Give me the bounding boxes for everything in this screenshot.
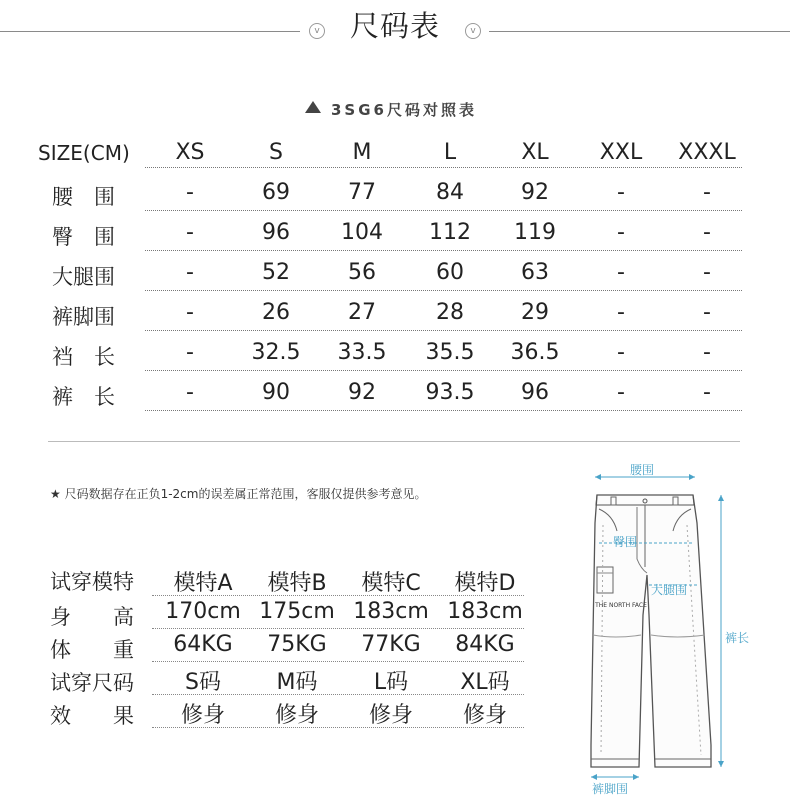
size-cell: 56	[348, 260, 376, 285]
size-cell: 32.5	[251, 340, 301, 365]
size-column-header: XL	[521, 140, 549, 165]
size-cell: -	[617, 380, 625, 405]
size-cell: 104	[341, 220, 383, 245]
row-divider	[145, 167, 742, 168]
label-hip: 臀围	[613, 535, 638, 549]
chevron-down-icon: v	[465, 23, 481, 39]
size-row-label: 裤脚围	[52, 305, 115, 329]
size-cell: -	[186, 220, 194, 245]
model-cell: M码	[276, 670, 318, 695]
row-divider	[145, 410, 742, 411]
model-cell: 84KG	[455, 632, 515, 657]
size-cell: 84	[436, 180, 464, 205]
size-cell: 119	[514, 220, 556, 245]
size-cell: -	[617, 260, 625, 285]
row-divider	[145, 250, 742, 251]
size-cell: -	[703, 300, 711, 325]
size-cell: 29	[521, 300, 549, 325]
size-cell: -	[186, 380, 194, 405]
size-column-header: XXL	[599, 140, 643, 165]
disclaimer-note: ★ 尺码数据存在正负1-2cm的误差属正常范围，客服仅提供参考意见。	[50, 487, 427, 501]
size-cell: 112	[429, 220, 471, 245]
model-cell: 修身	[274, 703, 319, 728]
brand-logo: THE NORTH FACE	[595, 602, 647, 609]
model-cell: S码	[185, 670, 221, 695]
row-divider	[145, 290, 742, 291]
size-cell: 60	[436, 260, 464, 285]
pants-diagram	[575, 455, 790, 805]
size-cell: -	[617, 180, 625, 205]
size-cell: 36.5	[510, 340, 560, 365]
size-row-label: 裤 长	[52, 385, 115, 409]
row-divider	[145, 370, 742, 371]
row-divider	[145, 210, 742, 211]
model-row-divider	[152, 595, 524, 596]
model-name: 模特B	[267, 571, 327, 596]
model-row-label: 效 果	[50, 704, 134, 728]
size-cell: 63	[521, 260, 549, 285]
model-row-divider	[152, 727, 524, 728]
model-row-label: 试穿尺码	[50, 671, 134, 695]
size-cell: -	[186, 180, 194, 205]
label-waist: 腰围	[630, 463, 655, 477]
size-cell: 52	[262, 260, 290, 285]
size-cell: -	[617, 300, 625, 325]
size-column-header: M	[352, 140, 372, 165]
model-cell: 64KG	[173, 632, 233, 657]
model-cell: 77KG	[361, 632, 421, 657]
header-rule-right	[489, 31, 790, 32]
model-name: 模特A	[173, 571, 233, 596]
size-row-label: 大腿围	[52, 265, 115, 289]
size-cell: 92	[521, 180, 549, 205]
size-table-corner: SIZE(CM)	[38, 141, 130, 165]
model-cell: XL码	[460, 670, 510, 695]
size-cell: -	[186, 260, 194, 285]
size-cell: 92	[348, 380, 376, 405]
model-header-label: 试穿模特	[50, 570, 134, 594]
chevron-down-icon: v	[309, 23, 325, 39]
model-cell: 170cm	[165, 599, 241, 624]
size-cell: 26	[262, 300, 290, 325]
model-cell: 修身	[180, 703, 225, 728]
table-subtitle: 3SG6尺码对照表	[331, 101, 477, 119]
size-cell: -	[186, 340, 194, 365]
model-cell: L码	[373, 670, 409, 695]
size-column-header: S	[269, 140, 283, 165]
size-cell: 77	[348, 180, 376, 205]
model-cell: 183cm	[447, 599, 523, 624]
model-cell: 183cm	[353, 599, 429, 624]
size-column-header: XS	[175, 140, 205, 165]
label-length: 裤长	[725, 631, 750, 645]
size-cell: -	[703, 180, 711, 205]
model-row-divider	[152, 694, 524, 695]
size-row-label: 臀 围	[52, 225, 115, 249]
size-cell: -	[703, 340, 711, 365]
size-cell: 27	[348, 300, 376, 325]
size-cell: 93.5	[425, 380, 475, 405]
model-row-divider	[152, 628, 524, 629]
size-cell: 35.5	[425, 340, 475, 365]
label-hem: 裤脚围	[592, 782, 629, 796]
model-cell: 75KG	[267, 632, 327, 657]
size-cell: 33.5	[337, 340, 387, 365]
size-cell: 96	[521, 380, 549, 405]
size-cell: -	[703, 380, 711, 405]
size-row-label: 腰 围	[52, 185, 115, 209]
model-cell: 修身	[462, 703, 507, 728]
model-name: 模特D	[454, 571, 516, 596]
size-cell: -	[617, 220, 625, 245]
model-row-label: 身 高	[50, 605, 134, 629]
size-cell: 69	[262, 180, 290, 205]
size-cell: 28	[436, 300, 464, 325]
row-divider	[145, 330, 742, 331]
label-thigh: 大腿围	[651, 583, 688, 597]
size-cell: 96	[262, 220, 290, 245]
page-title: 尺码表	[349, 9, 440, 43]
model-row-divider	[152, 661, 524, 662]
model-row-label: 体 重	[50, 638, 134, 662]
size-column-header: L	[443, 140, 457, 165]
divider	[48, 441, 740, 442]
model-cell: 修身	[368, 703, 413, 728]
size-row-label: 裆 长	[52, 345, 115, 369]
size-cell: 90	[262, 380, 290, 405]
size-cell: -	[617, 340, 625, 365]
size-column-header: XXXL	[678, 140, 736, 165]
size-cell: -	[186, 300, 194, 325]
size-cell: -	[703, 220, 711, 245]
mountain-icon	[305, 101, 321, 113]
size-cell: -	[703, 260, 711, 285]
model-name: 模特C	[361, 571, 421, 596]
model-cell: 175cm	[259, 599, 335, 624]
